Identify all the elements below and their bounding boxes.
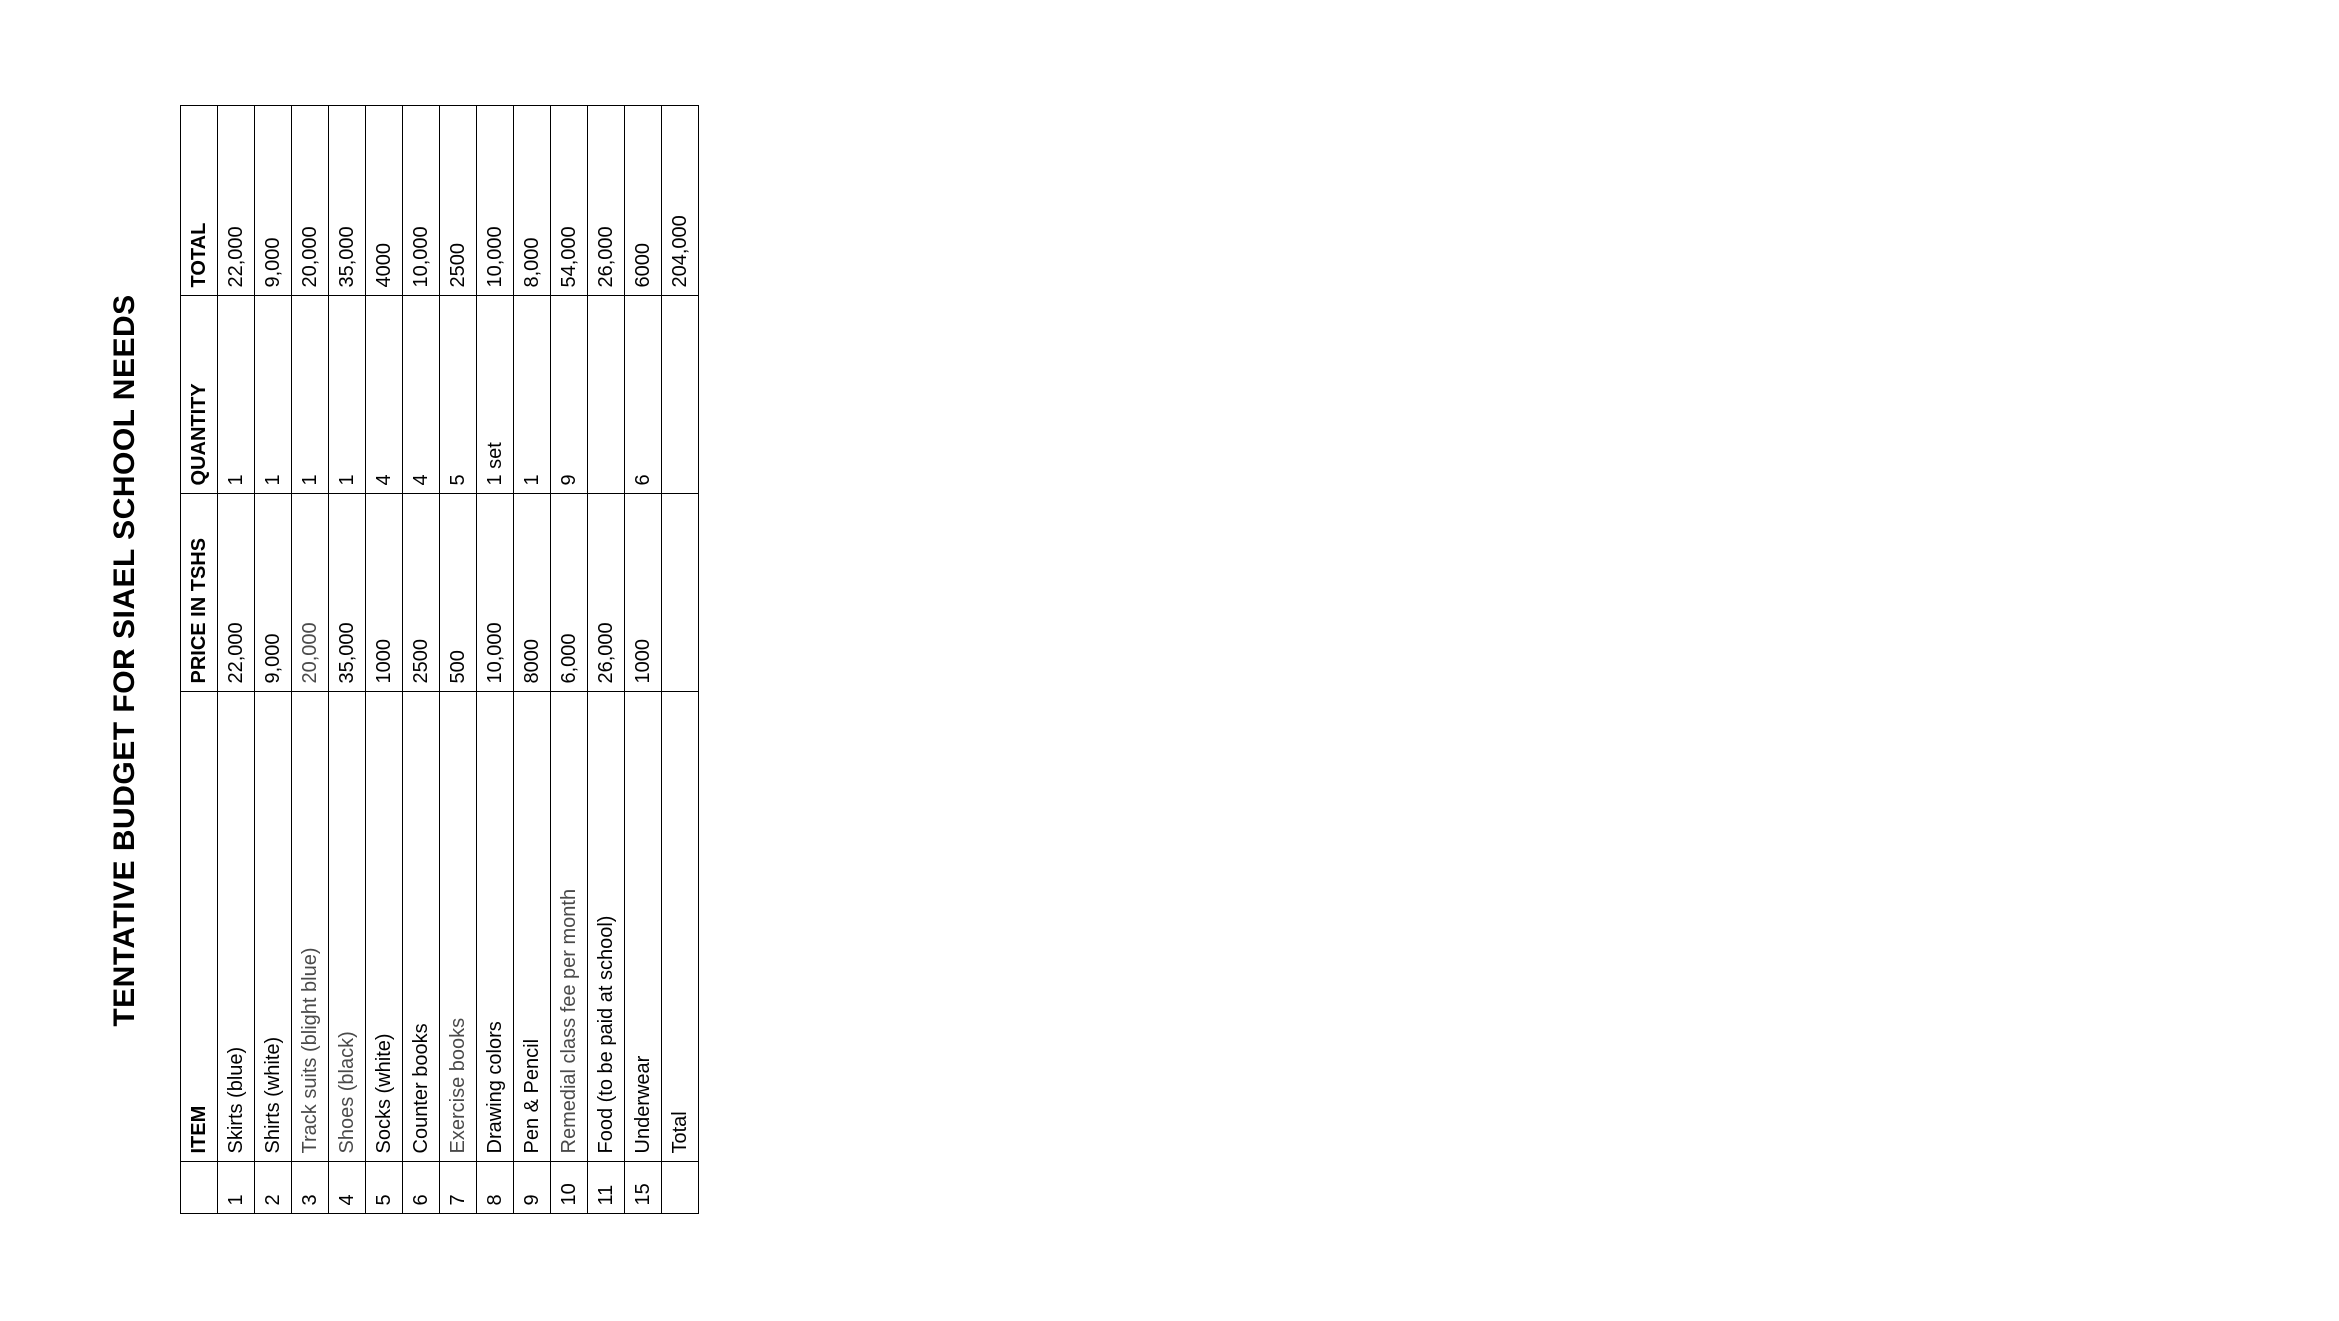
cell-price: 26,000 (588, 494, 625, 692)
cell-price: 10,000 (477, 494, 514, 692)
cell-price: 35,000 (329, 494, 366, 692)
cell-price: 6,000 (551, 494, 588, 692)
cell-quantity: 6 (625, 296, 662, 494)
cell-price: 20,000 (292, 494, 329, 692)
table-row (403, 106, 440, 1214)
cell-total: 2500 (440, 106, 477, 296)
cell-total: 26,000 (588, 106, 625, 296)
cell-price: 1000 (625, 494, 662, 692)
cell-quantity: 1 (329, 296, 366, 494)
cell-quantity: 1 (292, 296, 329, 494)
cell-quantity: 9 (551, 296, 588, 494)
table-row (477, 106, 514, 1214)
column-header-total: TOTAL (181, 106, 218, 296)
cell-item: Drawing colors (477, 692, 514, 1162)
cell-quantity: 1 (514, 296, 551, 494)
cell-quantity: 5 (440, 296, 477, 494)
table-row (440, 106, 477, 1214)
cell-quantity: 4 (403, 296, 440, 494)
table-row (514, 106, 551, 1214)
cell-sn: 6 (403, 1162, 440, 1214)
table-row (366, 106, 403, 1214)
cell-price: 8000 (514, 494, 551, 692)
column-header-item: ITEM (181, 692, 218, 1162)
cell-sn: 8 (477, 1162, 514, 1214)
total-value: 204,000 (662, 106, 699, 296)
cell-sn: 4 (329, 1162, 366, 1214)
cell-quantity (662, 296, 699, 494)
cell-sn: 10 (551, 1162, 588, 1214)
cell-item: Shirts (white) (255, 692, 292, 1162)
column-header-quantity: QUANTITY (181, 296, 218, 494)
table-row (218, 106, 255, 1214)
table-total-row (662, 106, 699, 1214)
column-header-price: PRICE IN TSHS (181, 494, 218, 692)
cell-sn (662, 1162, 699, 1214)
cell-total: 6000 (625, 106, 662, 296)
cell-price: 2500 (403, 494, 440, 692)
cell-item: Underwear (625, 692, 662, 1162)
cell-quantity: 4 (366, 296, 403, 494)
cell-quantity: 1 (255, 296, 292, 494)
table-row (292, 106, 329, 1214)
cell-total: 54,000 (551, 106, 588, 296)
budget-table (180, 106, 699, 1215)
cell-quantity: 1 (218, 296, 255, 494)
cell-quantity (588, 296, 625, 494)
cell-total: 9,000 (255, 106, 292, 296)
cell-item: Socks (white) (366, 692, 403, 1162)
table-row (625, 106, 662, 1214)
cell-item: Exercise books (440, 692, 477, 1162)
cell-price: 9,000 (255, 494, 292, 692)
cell-item: Pen & Pencil (514, 692, 551, 1162)
cell-total: 10,000 (403, 106, 440, 296)
cell-total: 22,000 (218, 106, 255, 296)
cell-sn: 7 (440, 1162, 477, 1214)
cell-item: Shoes (black) (329, 692, 366, 1162)
cell-total: 20,000 (292, 106, 329, 296)
table-header-row (181, 106, 218, 1214)
cell-sn: 3 (292, 1162, 329, 1214)
cell-item: Remedial class fee per month (551, 692, 588, 1162)
cell-total: 8,000 (514, 106, 551, 296)
cell-sn: 2 (255, 1162, 292, 1214)
table-header (181, 106, 218, 1214)
table-row (588, 106, 625, 1214)
table-row (329, 106, 366, 1214)
table-body (218, 106, 699, 1214)
cell-total: 35,000 (329, 106, 366, 296)
cell-sn: 9 (514, 1162, 551, 1214)
table-row (551, 106, 588, 1214)
column-header-sn (181, 1162, 218, 1214)
cell-price (662, 494, 699, 692)
cell-sn: 1 (218, 1162, 255, 1214)
table-row (255, 106, 292, 1214)
cell-sn: 5 (366, 1162, 403, 1214)
cell-item: Skirts (blue) (218, 692, 255, 1162)
cell-price: 500 (440, 494, 477, 692)
cell-quantity: 1 set (477, 296, 514, 494)
page-title: TENTATIVE BUDGET FOR SIAEL SCHOOL NEEDS (108, 294, 141, 1027)
cell-sn: 15 (625, 1162, 662, 1214)
cell-total: 4000 (366, 106, 403, 296)
cell-item: Counter books (403, 692, 440, 1162)
total-label: Total (662, 692, 699, 1162)
cell-item: Track suits (blight blue) (292, 692, 329, 1162)
cell-price: 1000 (366, 494, 403, 692)
cell-price: 22,000 (218, 494, 255, 692)
budget-table-wrapper (180, 107, 699, 1215)
cell-sn: 11 (588, 1162, 625, 1214)
cell-item: Food (to be paid at school) (588, 692, 625, 1162)
cell-total: 10,000 (477, 106, 514, 296)
